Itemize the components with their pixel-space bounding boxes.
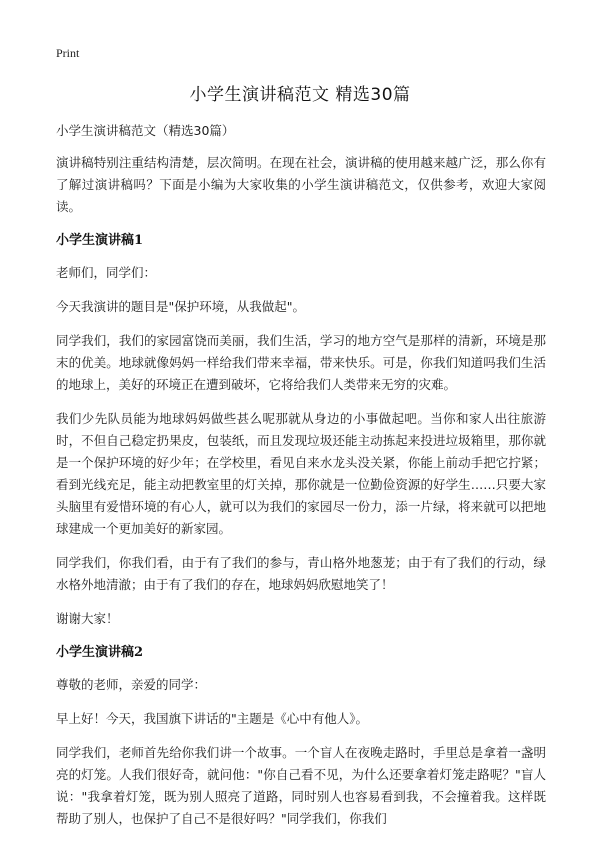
paragraph: 同学我们，我们的家园富饶而美丽，我们生活，学习的地方空气是那样的清新，环境是那末的优美。地球就像妈妈一样给我们带来幸福，带来快乐。可是，你我们知道吗我们生活的地球上，美好的环境正在遭到破坏，它将给我们人类带来无穷的灾难。: [56, 333, 546, 392]
section-heading: 小学生演讲稿1: [56, 233, 144, 248]
section-heading: 小学生演讲稿2: [56, 645, 144, 660]
paragraph: 谢谢大家！: [56, 611, 119, 626]
paragraph: 同学我们，老师首先给你我们讲一个故事。一个盲人在夜晚走路时，手里总是拿着一盏明亮的灯笼。人我们很好奇，就问他："你自己看不见，为什么还要拿着灯笼走路呢？"盲人说："我拿着灯笼，既为别人照亮了道路，同时别人也容易看到我，不会撞着我。这样既帮助了别人，也保护了自己不是很好吗？"同学我们，你我们: [56, 745, 546, 826]
article-subtitle: 小学生演讲稿范文（精选30篇）: [56, 123, 235, 138]
article-body: [56, 120, 546, 842]
paragraph: 同学我们，你我们看，由于有了我们的参与，青山格外地葱茏；由于有了我们的行动，绿水格外地清澈；由于有了我们的存在，地球妈妈欣慰地笑了！: [56, 555, 546, 592]
intro-paragraph: 演讲稿特别注重结构清楚，层次简明。在现在社会，演讲稿的使用越来越广泛，那么你有了解过演讲稿吗？下面是小编为大家收集的小学生演讲稿范文，仅供参考，欢迎大家阅读。: [56, 155, 546, 214]
paragraph: 老师们，同学们：: [56, 265, 157, 280]
page-title: 小学生演讲稿范文 精选30篇: [189, 85, 411, 105]
paragraph: 尊敬的老师，亲爱的同学：: [56, 677, 207, 692]
print-link[interactable]: Print: [56, 46, 80, 60]
paragraph: 今天我演讲的题目是"保护环境，从我做起"。: [56, 299, 305, 314]
paragraph: 早上好！今天，我国旗下讲话的"主题是《心中有他人》。: [56, 711, 369, 726]
paragraph: 我们少先队员能为地球妈妈做些甚么呢那就从身边的小事做起吧。当你和家人出往旅游时，不但自己稳定扔果皮，包装纸，而且发现垃圾还能主动拣起来投进垃圾箱里，那你就是一个保护环境的好少年；在学校里，看见自来水龙头没关紧，你能上前动手把它拧紧；看到光线充足，能主动把教室里的灯关掉，那你就是一位勤俭资源的好学生……只要大家头脑里有爱惜环境的有心人，就可以为我们的家园尽一份力，添一片绿，将来就可以把地球建成一个更加美好的新家园。: [56, 411, 546, 536]
